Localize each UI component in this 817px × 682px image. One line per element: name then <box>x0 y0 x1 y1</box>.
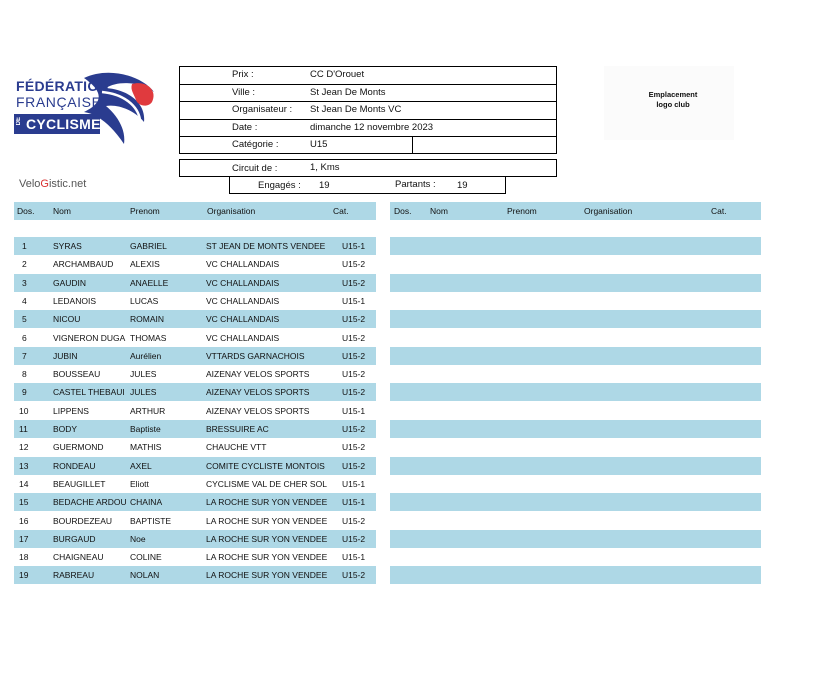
cell-org: LA ROCHE SUR YON VENDEE <box>206 552 328 563</box>
table-row <box>14 274 376 292</box>
empty-table-row <box>390 347 761 365</box>
empty-table-row <box>390 493 761 511</box>
cell-org: VTTARDS GARNACHOIS <box>206 350 305 361</box>
cell-dos: 11 <box>19 424 28 434</box>
cell-prenom: ALEXIS <box>130 259 160 270</box>
cell-nom: BOUSSEAU <box>53 369 101 380</box>
table-row <box>14 255 376 273</box>
cell-cat: U15-2 <box>342 460 366 471</box>
left-col-dos: Dos. <box>17 206 35 216</box>
empty-table-row <box>390 310 761 328</box>
cell-nom: VIGNERON DUGA <box>53 332 126 343</box>
cell-nom: BOURDEZEAU <box>53 515 113 526</box>
organisateur-value: St Jean De Monts VC <box>310 104 402 115</box>
table-row <box>14 329 376 347</box>
cell-prenom: JULES <box>130 369 157 380</box>
velogistic-brand <box>19 178 86 190</box>
cell-dos: 12 <box>19 442 29 453</box>
cell-nom: SYRAS <box>53 241 82 251</box>
cell-prenom: GABRIEL <box>130 241 167 251</box>
cell-prenom: MATHIS <box>130 442 162 453</box>
empty-table-row <box>390 548 761 566</box>
club-logo-text <box>604 90 742 110</box>
cell-prenom: ANAELLE <box>130 277 169 288</box>
empty-table-row <box>390 530 761 548</box>
cell-org: LA ROCHE SUR YON VENDEE <box>206 497 328 508</box>
cell-nom: BEAUGILLET <box>53 478 106 489</box>
empty-table-row <box>390 383 761 401</box>
engages-value: 19 <box>319 180 330 191</box>
table-row <box>14 493 376 511</box>
cell-cat: U15-1 <box>342 295 366 306</box>
right-col-prenom: Prenom <box>507 206 537 216</box>
ville-label: Ville : <box>232 87 256 98</box>
cell-prenom: Noe <box>130 533 146 544</box>
cell-dos: 18 <box>19 552 29 563</box>
cell-dos: 4 <box>22 295 27 306</box>
table-row <box>14 438 376 456</box>
cell-cat: U15-2 <box>342 259 366 270</box>
cell-dos: 17 <box>19 533 29 544</box>
cell-dos: 5 <box>22 314 27 325</box>
cell-org: CYCLISME VAL DE CHER SOL <box>206 478 327 489</box>
cell-prenom: Baptiste <box>130 424 161 434</box>
cell-dos: 10 <box>19 405 29 416</box>
cell-prenom: LUCAS <box>130 295 159 306</box>
cell-cat: U15-2 <box>342 332 366 343</box>
cell-cat: U15-2 <box>342 350 366 361</box>
cell-cat: U15-2 <box>342 533 366 544</box>
engages-partants-box <box>229 176 506 194</box>
cell-org: VC CHALLANDAIS <box>206 295 280 306</box>
cell-nom: GUERMOND <box>53 442 104 453</box>
empty-table-row <box>390 475 761 493</box>
cell-org: COMITE CYCLISTE MONTOIS <box>206 460 325 471</box>
table-row <box>14 512 376 530</box>
empty-table-row <box>390 255 761 273</box>
logo-prefix-de: DE <box>16 117 22 126</box>
table-row <box>14 292 376 310</box>
cell-prenom: AXEL <box>130 460 152 471</box>
velogistic-g: G <box>40 178 49 190</box>
cell-prenom: CHAINA <box>130 497 163 508</box>
cell-dos: 7 <box>22 350 27 361</box>
race-info-box <box>179 66 557 154</box>
cell-org: VC CHALLANDAIS <box>206 259 280 270</box>
empty-table-row <box>390 292 761 310</box>
cell-org: AIZENAY VELOS SPORTS <box>206 405 310 416</box>
cell-org: VC CHALLANDAIS <box>206 277 280 288</box>
velogistic-pre: Velo <box>19 178 41 190</box>
cell-cat: U15-1 <box>342 478 366 489</box>
empty-table-row <box>390 512 761 530</box>
categorie-label: Catégorie : <box>232 139 279 150</box>
cell-cat: U15-2 <box>342 277 366 288</box>
table-row <box>14 566 376 584</box>
table-row <box>14 457 376 475</box>
cell-org: AIZENAY VELOS SPORTS <box>206 387 310 398</box>
right-col-cat: Cat. <box>711 206 727 216</box>
empty-table-row <box>390 237 761 255</box>
cell-cat: U15-2 <box>342 314 366 325</box>
cell-cat: U15-2 <box>342 515 366 526</box>
empty-table-row <box>390 420 761 438</box>
left-col-nom: Nom <box>53 206 71 216</box>
table-row <box>14 237 376 255</box>
cell-cat: U15-2 <box>342 387 366 398</box>
circuit-label: Circuit de : <box>232 163 278 174</box>
right-col-organisation: Organisation <box>584 206 633 216</box>
cell-org: LA ROCHE SUR YON VENDEE <box>206 515 328 526</box>
cell-nom: RONDEAU <box>53 460 96 471</box>
empty-table-row <box>390 457 761 475</box>
logo-text-cyclisme: CYCLISME <box>26 116 101 132</box>
cell-org: LA ROCHE SUR YON VENDEE <box>206 533 328 544</box>
cell-cat: U15-1 <box>342 241 366 251</box>
cell-cat: U15-2 <box>342 424 366 434</box>
cell-nom: BEDACHE ARDOU <box>53 497 127 508</box>
cell-org: VC CHALLANDAIS <box>206 314 280 325</box>
categorie-value: U15 <box>310 139 328 150</box>
cell-cat: U15-2 <box>342 570 366 581</box>
empty-table-row <box>390 365 761 383</box>
cell-org: BRESSUIRE AC <box>206 424 269 434</box>
cell-dos: 13 <box>19 460 29 471</box>
cell-prenom: JULES <box>130 387 157 398</box>
empty-table-row <box>390 566 761 584</box>
cell-nom: NICOU <box>53 314 81 325</box>
left-col-organisation: Organisation <box>207 206 256 216</box>
cell-nom: BURGAUD <box>53 533 96 544</box>
cell-nom: LIPPENS <box>53 405 89 416</box>
cell-dos: 6 <box>22 332 27 343</box>
left-col-cat: Cat. <box>333 206 349 216</box>
cell-dos: 2 <box>22 259 27 270</box>
table-row <box>14 383 376 401</box>
cell-dos: 1 <box>22 241 27 251</box>
table-row <box>14 347 376 365</box>
cell-dos: 3 <box>22 277 27 288</box>
cell-dos: 16 <box>19 515 29 526</box>
cell-cat: U15-2 <box>342 369 366 380</box>
cell-prenom: BAPTISTE <box>130 515 172 526</box>
cell-nom: RABREAU <box>53 570 95 581</box>
cell-prenom: ARTHUR <box>130 405 166 416</box>
right-col-dos: Dos. <box>394 206 412 216</box>
cell-prenom: COLINE <box>130 552 162 563</box>
cell-dos: 19 <box>19 570 29 581</box>
club-logo-line1: Emplacement <box>648 90 698 99</box>
logo-line-cyclisme <box>14 114 100 134</box>
cell-cat: U15-1 <box>342 497 366 508</box>
cell-prenom: Aurélien <box>130 350 162 361</box>
cell-prenom: NOLAN <box>130 570 160 581</box>
cell-nom: LEDANOIS <box>53 295 96 306</box>
table-row <box>14 475 376 493</box>
logo-line-federation: FÉDÉRATION <box>16 78 109 94</box>
circuit-box <box>179 159 557 177</box>
club-logo-line2: logo club <box>656 100 690 109</box>
right-col-nom: Nom <box>430 206 448 216</box>
organisateur-label: Organisateur : <box>232 104 293 115</box>
table-row <box>14 548 376 566</box>
cell-prenom: THOMAS <box>130 332 167 343</box>
partants-value: 19 <box>457 180 468 191</box>
table-row <box>14 402 376 420</box>
cell-nom: GAUDIN <box>53 277 87 288</box>
cell-dos: 14 <box>19 478 29 489</box>
cell-prenom: Eliott <box>130 478 149 489</box>
logo-line-francaise: FRANÇAISE <box>16 94 102 110</box>
ville-value: St Jean De Monts <box>310 87 386 98</box>
table-row <box>14 530 376 548</box>
cell-prenom: ROMAIN <box>130 314 164 325</box>
date-value: dimanche 12 novembre 2023 <box>310 122 434 133</box>
cell-dos: 15 <box>19 497 29 508</box>
cell-org: VC CHALLANDAIS <box>206 332 280 343</box>
cell-cat: U15-1 <box>342 552 366 563</box>
cell-nom: CHAIGNEAU <box>53 552 104 563</box>
table-row <box>14 310 376 328</box>
velogistic-post: istic.net <box>48 178 87 190</box>
cell-nom: CASTEL THEBAUI <box>53 387 125 398</box>
cell-nom: BODY <box>53 424 78 434</box>
cell-cat: U15-2 <box>342 442 366 453</box>
partants-label: Partants : <box>395 179 436 190</box>
prix-value: CC D'Orouet <box>310 69 365 80</box>
cell-org: LA ROCHE SUR YON VENDEE <box>206 570 328 581</box>
table-row <box>14 420 376 438</box>
cell-nom: JUBIN <box>53 350 78 361</box>
left-col-prenom: Prenom <box>130 206 160 216</box>
empty-table-row <box>390 402 761 420</box>
empty-table-row <box>390 329 761 347</box>
cell-org: AIZENAY VELOS SPORTS <box>206 369 310 380</box>
table-row <box>14 365 376 383</box>
empty-table-row <box>390 274 761 292</box>
cell-dos: 8 <box>22 369 27 380</box>
empty-table-row <box>390 438 761 456</box>
prix-label: Prix : <box>232 69 254 80</box>
cell-dos: 9 <box>22 387 27 398</box>
cell-org: ST JEAN DE MONTS VENDEE <box>206 241 326 251</box>
date-label: Date : <box>232 122 258 133</box>
circuit-value: 1, Kms <box>310 162 340 173</box>
cell-nom: ARCHAMBAUD <box>53 259 114 270</box>
cell-cat: U15-1 <box>342 405 366 416</box>
cell-org: CHAUCHE VTT <box>206 442 267 453</box>
engages-label: Engagés : <box>258 180 301 191</box>
